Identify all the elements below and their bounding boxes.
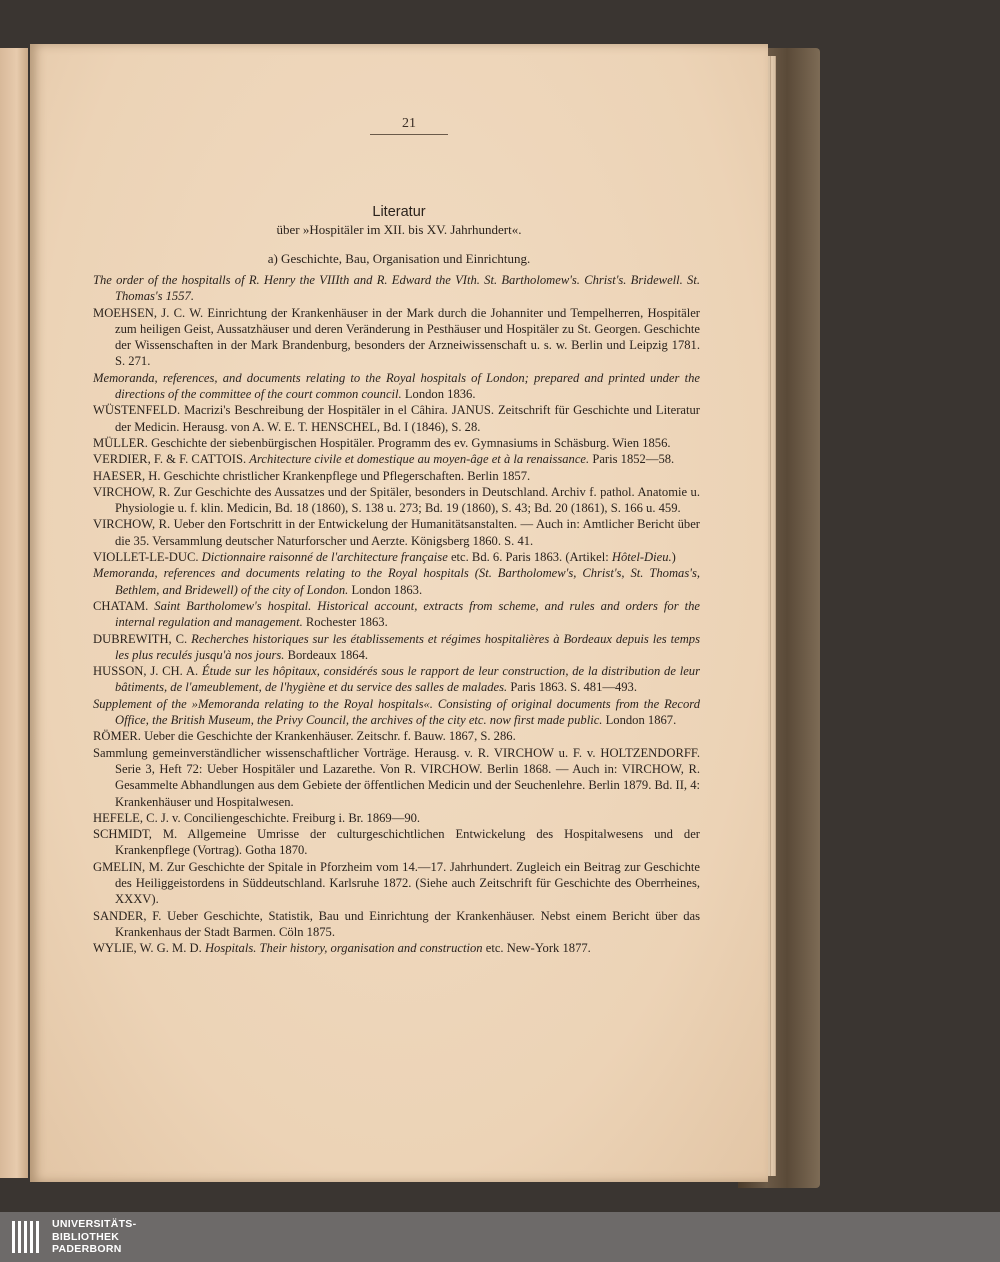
entry-text: SANDER, F. Ueber Geschichte, Statistik, Bau und Einrichtung der Krankenhäuser. Nebst einem Bericht über das Krankenhaus der Stadt Barmen. Cöln 1875. — [93, 908, 700, 939]
bibliography-entry — [93, 402, 700, 435]
bibliography-entry — [93, 451, 700, 467]
bibliography-entry — [93, 565, 700, 598]
bibliography-entry — [93, 516, 700, 549]
entry-text: The order of the hospitalls of R. Henry the VIIIth and R. Edward the VIth. St. Bartholomew's. Christ's. Bridewell. St. Thomas's 1557. — [93, 273, 700, 304]
entry-text: SCHMIDT, M. Allgemeine Umrisse der culturgeschichtlichen Entwickelung des Hospitalwesens und der Krankenpflege (Vortrag). Gotha 1870. — [93, 827, 700, 858]
entry-text: Architecture civile et domestique au moyen-âge et à la renaissance. — [249, 452, 590, 467]
bibliography-entry — [93, 696, 700, 729]
bibliography-entry — [93, 728, 700, 744]
section-heading: a) Geschichte, Bau, Organisation und Einrichtung. — [267, 251, 531, 266]
entry-text: London 1836. — [401, 387, 476, 402]
entry-text: etc. Bd. 6. Paris 1863. (Artikel: — [447, 550, 612, 565]
entry-text: Bordeaux 1864. — [284, 647, 369, 662]
bibliography-entry — [93, 826, 700, 859]
entry-text: MOEHSEN, J. C. W. Einrichtung der Krankenhäuser in der Mark durch die Johanniter und Tempelherren, Hospitäler zum heiligen Geist, Aussatzhäuser und deren Veränderung in Pesthäuser und Hospitäler zu St. Georgen. Geschichte der Wissenschaften in der Mark Brandenburg, besonders der Arzneiwissenschaft u. s. w. Berlin und Leipzig 1781. S. 271. — [93, 305, 700, 369]
entry-text: Hôtel-Dieu. — [611, 550, 672, 565]
entry-text: London 1863. — [348, 582, 423, 597]
page-number: 21 — [370, 116, 448, 135]
entry-text: CHATAM. — [93, 598, 155, 613]
entry-text: Memoranda, references and documents relating to the Royal hospitals (St. Bartholomew's, Christ's, St. Thomas's, Bethlem, and Bridewell) of the city of London. — [93, 566, 700, 597]
entry-text: London 1867. — [602, 713, 677, 728]
entry-text: WÜSTENFELD. Macrizi's Beschreibung der Hospitäler in el Câhira. JANUS. Zeitschrift für Geschichte und Literatur der Medicin. Herausg. von A. W. E. T. HENSCHEL, Bd. I (1846), S. 28. — [93, 403, 700, 434]
library-footer — [0, 1212, 1000, 1262]
entry-text: Paris 1852—58. — [589, 452, 675, 467]
library-name — [52, 1218, 136, 1256]
entry-text: DUBREWITH, C. — [93, 631, 192, 646]
entry-text: etc. New-York 1877. — [482, 941, 591, 956]
bibliography-entry — [93, 745, 700, 810]
bibliography-entry — [93, 435, 700, 451]
page-subtitle: über »Hospitäler im XII. bis XV. Jahrhundert«. — [276, 222, 522, 237]
bibliography-entry — [93, 940, 700, 956]
entry-text: VIRCHOW, R. Zur Geschichte des Aussatzes und der Spitäler, besonders in Deutschland. Archiv f. pathol. Anatomie u. Physiologie u. f. klin. Medicin, Bd. 18 (1860), S. 138 u. 273; Bd. 19 (1860), S. 43; Bd. 20 (1861), S. 166 u. 459. — [93, 484, 700, 516]
bibliography-entry — [93, 631, 700, 664]
bibliography-entry — [93, 272, 700, 305]
entry-text: WYLIE, W. G. M. D. — [93, 941, 205, 956]
bibliography-entry — [93, 663, 700, 696]
bibliography-list — [93, 272, 700, 956]
bibliography-entry — [93, 598, 700, 631]
bibliography-entry — [93, 484, 700, 517]
entry-text: HEFELE, C. J. v. Conciliengeschichte. Freiburg i. Br. 1869—90. — [93, 810, 421, 825]
bibliography-entry — [93, 908, 700, 941]
library-name-line: PADERBORN — [52, 1243, 122, 1255]
entry-text: Saint Bartholomew's hospital. Historical account, extracts from scheme, and rules and orders for the internal regulation and management. — [115, 598, 700, 630]
entry-text: Recherches historiques sur les établissements et régimes hospitalières à Bordeaux depuis les temps les plus reculés jusqu'à nos jours. — [115, 631, 700, 662]
library-barcode-logo-icon — [10, 1218, 46, 1256]
entry-text: VIRCHOW, R. Ueber den Fortschritt in der Entwickelung der Humanitätsanstalten. — Auch in: Amtlicher Bericht über die 35. Versammlung deutscher Naturforscher und Aerzte. Königsberg 1860. S. 41. — [93, 517, 700, 548]
bibliography-entry — [93, 549, 700, 565]
entry-text: Dictionnaire raisonné de l'architecture française — [201, 550, 448, 565]
entry-text: VIOLLET-LE-DUC. — [93, 550, 202, 565]
entry-text: RÖMER. Ueber die Geschichte der Krankenhäuser. Zeitschr. f. Bauw. 1867, S. 286. — [93, 729, 516, 744]
library-name-line: BIBLIOTHEK — [52, 1230, 120, 1243]
entry-text: Étude sur les hôpitaux, considérés sous le rapport de leur construction, de la distribution de leur bâtiments, de l'ameublement, de l'hygiène et du service des salles de malades. — [115, 664, 700, 695]
book-page — [30, 44, 768, 1182]
entry-text: VERDIER, F. & F. CATTOIS. — [93, 452, 250, 467]
entry-text: ) — [671, 550, 676, 565]
entry-text: MÜLLER. Geschichte der siebenbürgischen Hospitäler. Programm des ev. Gymnasiums in Schäsburg. Wien 1856. — [93, 435, 671, 450]
entry-text: Supplement of the »Memoranda relating to the Royal hospitals«. Consisting of original documents from the Record Office, the British Museum, the Privy Council, the archives of the city etc. now first made public. — [93, 696, 700, 728]
bibliography-entry — [93, 305, 700, 370]
entry-text: HAESER, H. Geschichte christlicher Krankenpflege und Pflegerschaften. Berlin 1857. — [93, 468, 531, 483]
bibliography-entry — [93, 810, 700, 826]
bibliography-entry — [93, 859, 700, 908]
entry-text: Hospitals. Their history, organisation and construction — [204, 941, 483, 956]
entry-text: Paris 1863. S. 481—493. — [507, 680, 637, 695]
entry-text: Memoranda, references, and documents relating to the Royal hospitals of London; prepared and printed under the directions of the committee of the court common council. — [93, 370, 700, 402]
entry-text: Rochester 1863. — [302, 615, 388, 630]
facing-page-edge — [0, 48, 28, 1178]
entry-text: HUSSON, J. CH. A. — [93, 664, 202, 679]
entry-text: GMELIN, M. Zur Geschichte der Spitale in Pforzheim vom 14.—17. Jahrhundert. Zugleich ein Beitrag zur Geschichte des Heiliggeistordens in Süddeutschland. Karlsruhe 1872. (Siehe auch Zeitschrift für Geschichte des Oberrheines, XXXV). — [93, 859, 700, 907]
bibliography-entry — [93, 370, 700, 403]
entry-text: Sammlung gemeinverständlicher wissenschaftlicher Vorträge. Herausg. v. R. VIRCHOW u. F. v. HOLTZENDORFF. Serie 3, Heft 72: Ueber Hospitäler und Lazarethe. Von R. VIRCHOW. Berlin 1868. — Auch in: VIRCHOW, R. Gesammelte Abhandlungen aus dem Gebiete der öffentlichen Medicin und der Seuchenlehre. Berlin 1879. Bd. II, 4: Krankenhäuser und Hospitalwesen. — [93, 745, 700, 809]
page-title: Literatur — [372, 204, 426, 220]
bibliography-entry — [93, 468, 700, 484]
library-name-line: UNIVERSITÄTS- — [52, 1218, 137, 1230]
